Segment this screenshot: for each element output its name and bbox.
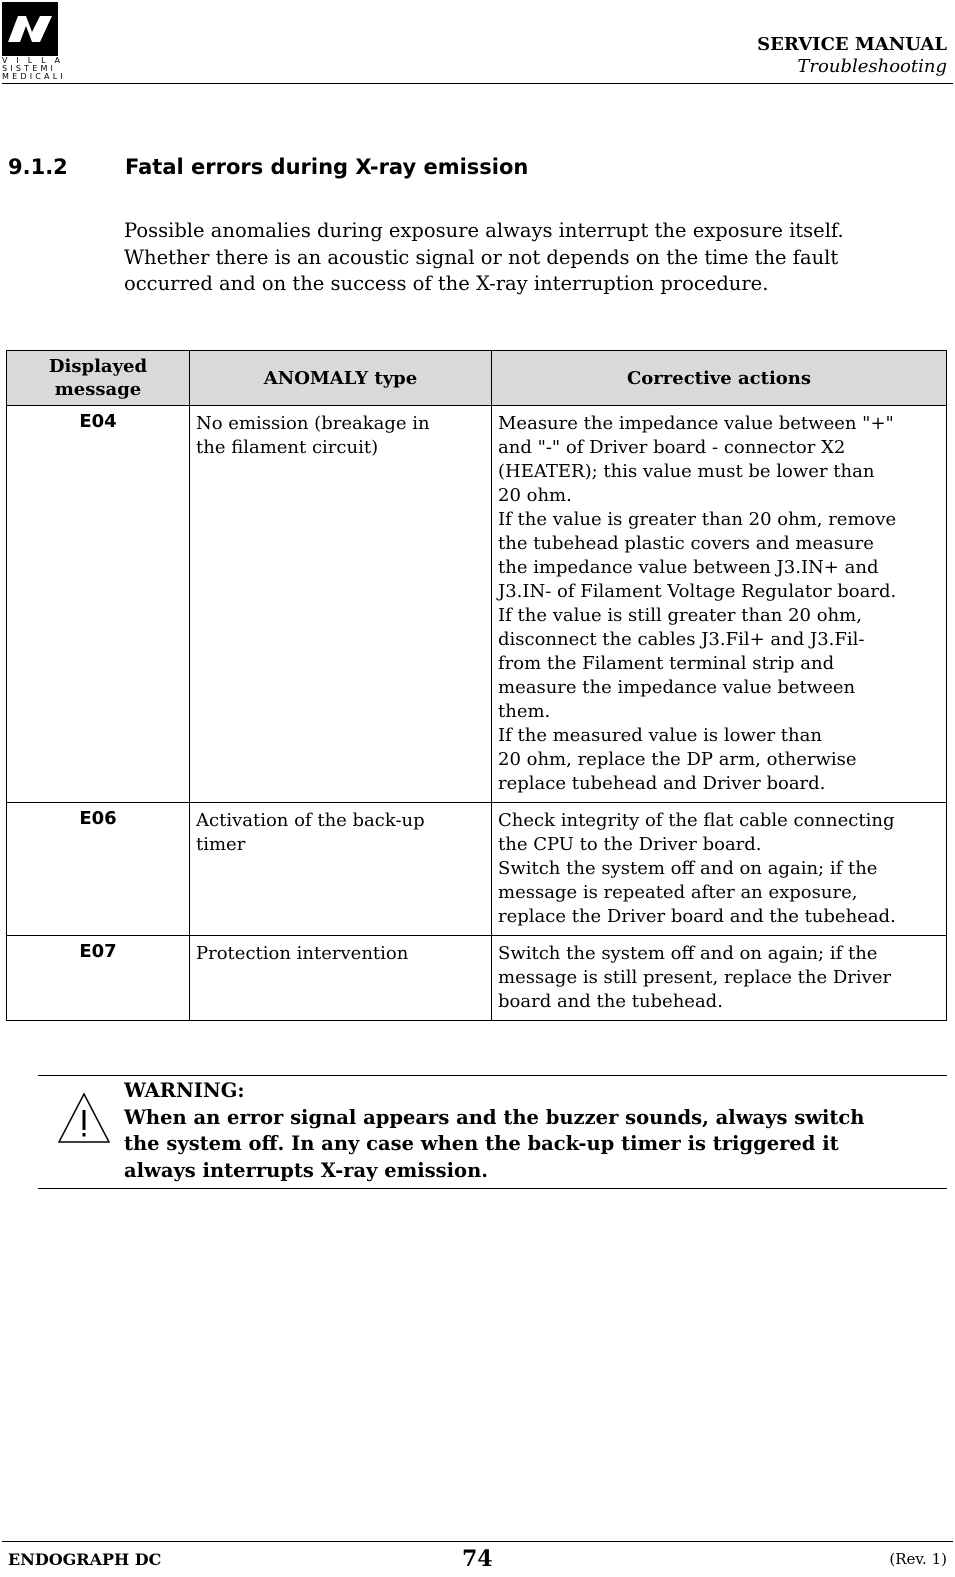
section-title: Fatal errors during X-ray emission — [125, 155, 529, 179]
action-line: message is still present, replace the Driver — [498, 967, 892, 988]
action-line: If the value is still greater than 20 ohm, — [498, 605, 862, 626]
chapter-subtitle: Troubleshooting — [797, 56, 947, 77]
action-line: 20 ohm. — [498, 485, 572, 506]
intro-line: Whether there is an acoustic signal or not depends on the time the fault — [124, 245, 839, 269]
error-code: E06 — [7, 803, 190, 936]
header-anomaly-type: ANOMALY type — [190, 351, 492, 406]
action-line: (HEATER); this value must be lower than — [498, 461, 875, 482]
warning-triangle-icon — [56, 1090, 112, 1146]
action-line: Measure the impedance value between "+" — [498, 413, 894, 434]
action-line: measure the impedance value between — [498, 677, 856, 698]
logo-line-2: SISTEMI — [2, 64, 57, 73]
table-row — [7, 936, 947, 1021]
logo-line-1: V I L L A — [2, 56, 64, 65]
intro-line: Possible anomalies during exposure always interrupt the exposure itself. — [124, 219, 844, 242]
corrective-actions-cell — [492, 803, 947, 936]
action-line: disconnect the cables J3.Fil+ and J3.Fil- — [498, 629, 865, 650]
villa-logo-icon — [2, 2, 58, 56]
action-line: and "-" of Driver board - connector X2 — [498, 437, 846, 458]
action-line: Switch the system off and on again; if the — [498, 858, 878, 879]
anomaly-line: Activation of the back-up — [196, 810, 425, 831]
action-line: Check integrity of the flat cable connecting — [498, 810, 895, 831]
action-line: the tubehead plastic covers and measure — [498, 533, 874, 554]
corrective-actions-cell — [492, 406, 947, 803]
footer-product: ENDOGRAPH DC — [8, 1550, 162, 1569]
header-divider — [2, 83, 953, 84]
intro-paragraph — [124, 218, 950, 298]
header-corrective-actions: Corrective actions — [492, 351, 947, 406]
action-line: from the Filament terminal strip and — [498, 653, 835, 674]
warning-bottom-divider — [38, 1188, 947, 1189]
action-line: the impedance value between J3.IN+ and — [498, 557, 879, 578]
action-line: board and the tubehead. — [498, 991, 723, 1012]
action-line: them. — [498, 701, 551, 722]
header-displayed-message: Displayed message — [7, 351, 190, 406]
action-line: message is repeated after an exposure, — [498, 882, 858, 903]
anomaly-type-cell — [190, 406, 492, 803]
anomaly-line: the filament circuit) — [196, 437, 379, 458]
intro-line: occurred and on the success of the X-ray interruption procedure. — [124, 272, 769, 295]
action-line: the CPU to the Driver board. — [498, 834, 762, 855]
footer-divider — [2, 1541, 953, 1542]
corrective-actions-cell — [492, 936, 947, 1021]
action-line: If the measured value is lower than — [498, 725, 822, 746]
anomaly-type-cell — [190, 803, 492, 936]
section-number: 9.1.2 — [8, 155, 68, 179]
table-row — [7, 803, 947, 936]
warning-line: the system off. In any case when the back-up timer is triggered it — [124, 1132, 839, 1155]
warning-line: always interrupts X-ray emission. — [124, 1158, 489, 1182]
action-line: Switch the system off and on again; if the — [498, 943, 878, 964]
action-line: If the value is greater than 20 ohm, remove — [498, 509, 897, 530]
action-line: 20 ohm, replace the DP arm, otherwise — [498, 749, 857, 770]
footer-revision: (Rev. 1) — [889, 1550, 947, 1568]
action-line: J3.IN- of Filament Voltage Regulator board. — [498, 581, 897, 602]
page-number: 74 — [462, 1546, 493, 1572]
header-titles — [757, 34, 947, 78]
table-header-row — [7, 351, 947, 406]
error-code: E07 — [7, 936, 190, 1021]
anomaly-line: No emission (breakage in — [196, 413, 430, 434]
error-table — [6, 350, 947, 1021]
warning-top-divider — [38, 1075, 947, 1076]
logo-text — [2, 56, 66, 81]
warning-line: When an error signal appears and the buzzer sounds, always switch — [124, 1105, 865, 1129]
warning-title: WARNING: — [124, 1079, 245, 1102]
warning-text — [124, 1078, 944, 1184]
anomaly-type-cell — [190, 936, 492, 1021]
manual-title: SERVICE MANUAL — [757, 34, 947, 55]
action-line: replace the Driver board and the tubehead. — [498, 906, 896, 927]
logo-line-3: MEDICALI — [2, 72, 66, 81]
anomaly-line: timer — [196, 834, 246, 855]
action-line: replace tubehead and Driver board. — [498, 773, 826, 794]
anomaly-line: Protection intervention — [196, 943, 409, 964]
table-row — [7, 406, 947, 803]
company-logo — [2, 2, 66, 81]
error-code: E04 — [7, 406, 190, 803]
